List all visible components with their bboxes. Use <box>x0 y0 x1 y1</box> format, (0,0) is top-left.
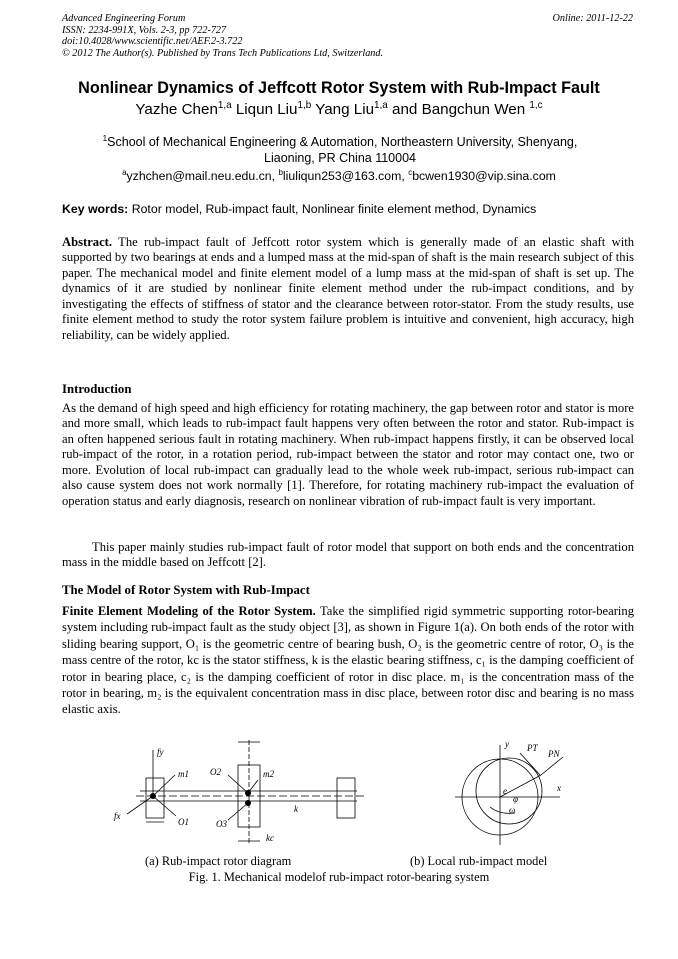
label-m2: m2 <box>263 769 274 779</box>
label-omega: ω <box>509 805 516 815</box>
abstract <box>62 235 634 343</box>
journal-header <box>62 13 383 59</box>
email[interactable]: yzhchen@mail.neu.edu.cn, <box>126 169 279 184</box>
label-O3: O3 <box>216 819 227 829</box>
caption-b: (b) Local rub-impact model <box>410 854 548 868</box>
email[interactable]: liuliqun253@163.com, <box>282 169 409 184</box>
author-sup: 1,b <box>297 100 312 111</box>
model-subheading: Finite Element Modeling of the Rotor System. <box>62 604 316 618</box>
model-text: Take the simplified rigid symmetric supporting rotor-bearing system including rub-impact fault as the study object [3], as shown in Figure 1(a). On both ends of the rotor with sliding bearing support, O₁ is the geometric centre of bearing bush, O₂ is the geometric centre of rotor, O₃ is the mass centre of the rotor, kc is the stator stiffness, k is the elastic bearing stiffness, c₁ is the damping coefficient of rotor in bearing place, c₂ is the damping coefficient of rotor in disc place. m₁ is the concentration mass of the rotor in bearing, m₂ is the equivalent concentration mass in disc place, between rotor disc and bearing is no mass elastic axis. <box>62 604 634 717</box>
figure-rub-impact-model <box>445 735 570 850</box>
copyright: © 2012 The Author(s). Published by Trans Tech Publications Ltd, Switzerland. <box>62 47 384 59</box>
caption-a: (a) Rub-impact rotor diagram <box>145 854 292 868</box>
journal-name: Advanced Engineering Forum <box>62 13 186 24</box>
issn: ISSN: 2234-991X, Vols. 2-3, pp 722-727 <box>62 24 227 36</box>
paper-title: Nonlinear Dynamics of Jeffcott Rotor System with Rub-Impact Fault <box>78 79 600 97</box>
keywords-text: Rotor model, Rub-impact fault, Nonlinear finite element method, Dynamics <box>128 202 537 216</box>
label-fy: fy <box>157 747 164 757</box>
email-sup: a <box>122 168 127 177</box>
label-O1: O1 <box>178 817 189 827</box>
author-sup: 1,c <box>529 100 543 111</box>
doi: doi:10.4028/www.scientific.net/AEF.2-3.722 <box>62 36 243 47</box>
emails <box>0 168 678 183</box>
email-sup: c <box>408 168 413 177</box>
affil-text: School of Mechanical Engineering & Automation, Northeastern University, Shenyang, Liaoning, PR China 110004 <box>107 135 578 165</box>
label-k: k <box>294 804 298 814</box>
model-heading: The Model of Rotor System with Rub-Impact <box>62 583 310 597</box>
label-phi: φ <box>513 794 518 804</box>
keywords-label: Key words: <box>62 202 129 216</box>
label-x: x <box>557 783 561 793</box>
label-y: y <box>505 739 509 749</box>
intro-heading: Introduction <box>62 382 132 396</box>
email[interactable]: bcwen1930@vip.sina.com <box>412 169 556 184</box>
label-O2: O2 <box>210 767 221 777</box>
affil-sup: 1 <box>102 134 108 143</box>
label-kc: kc <box>266 833 274 843</box>
label-m1: m1 <box>178 769 189 779</box>
author-sup: 1,a <box>217 100 232 111</box>
label-PN: PN <box>548 749 560 759</box>
label-fx: fx <box>114 811 121 821</box>
author-sup: 1,a <box>374 100 388 111</box>
abstract-label: Abstract. <box>62 235 113 249</box>
author: Yang Liu <box>315 101 375 119</box>
abstract-text: The rub-impact fault of Jeffcott rotor system which is generally made of an elastic shaft with supported by two bearings at ends and a lumped mass at the mid-span of shaft is the main research subject of this paper. The mechanical model and finite element model of a lump mass at the mid-span of shaft is set up. The dynamics of it are studied by nonlinear finite element method under the rub-impact conditions, and by investigating the effects of stiffness of stator and the clearance between rotor-stator. From the study results, use finite element method to study the rotor system failure problem is intuitive and convenient, high accuracy, high reliability, can be widely applied. <box>62 235 634 342</box>
author: Yazhe Chen <box>135 101 218 119</box>
intro-paragraph-2: This paper mainly studies rub-impact fault of rotor model that support on both ends and the concentration mass in the middle based on Jeffcott [2]. <box>62 540 634 570</box>
intro-paragraph: As the demand of high speed and high efficiency for rotating machinery, the gap between rotor and stator is more and more small, which leads to rub-impact fault happens very often between the rotor and stator. Rub-impact is an often happened serious fault in rotating machinery. When rub-impact happens firstly, it can be observed local rub-impact of the rotor, in a rotation period, rub-impact between the stator and rotor may contact one, two or more. Evolution of local rub-impact can gradually lead to the whole week rub-impact, serious rub-impact can also cause system does not work normally [1]. Therefore, for rotating machinery rub-impact the evaluation of operation status and early diagnosis, research on nonlinear vibration of rub-impact fault is very important. <box>62 401 634 508</box>
authors <box>0 100 678 118</box>
label-e: e <box>503 786 507 796</box>
author: Liqun Liu <box>235 101 298 119</box>
figure-caption: Fig. 1. Mechanical modelof rub-impact rotor-bearing system <box>188 870 490 884</box>
keywords <box>62 202 536 216</box>
label-PT: PT <box>527 743 538 753</box>
author: and Bangchun Wen <box>392 101 530 119</box>
figure-rotor-diagram <box>100 735 380 850</box>
email-sup: b <box>278 168 283 177</box>
online-date: Online: 2011-12-22 <box>552 13 633 24</box>
affiliation <box>90 131 590 166</box>
model-paragraph <box>62 603 634 718</box>
